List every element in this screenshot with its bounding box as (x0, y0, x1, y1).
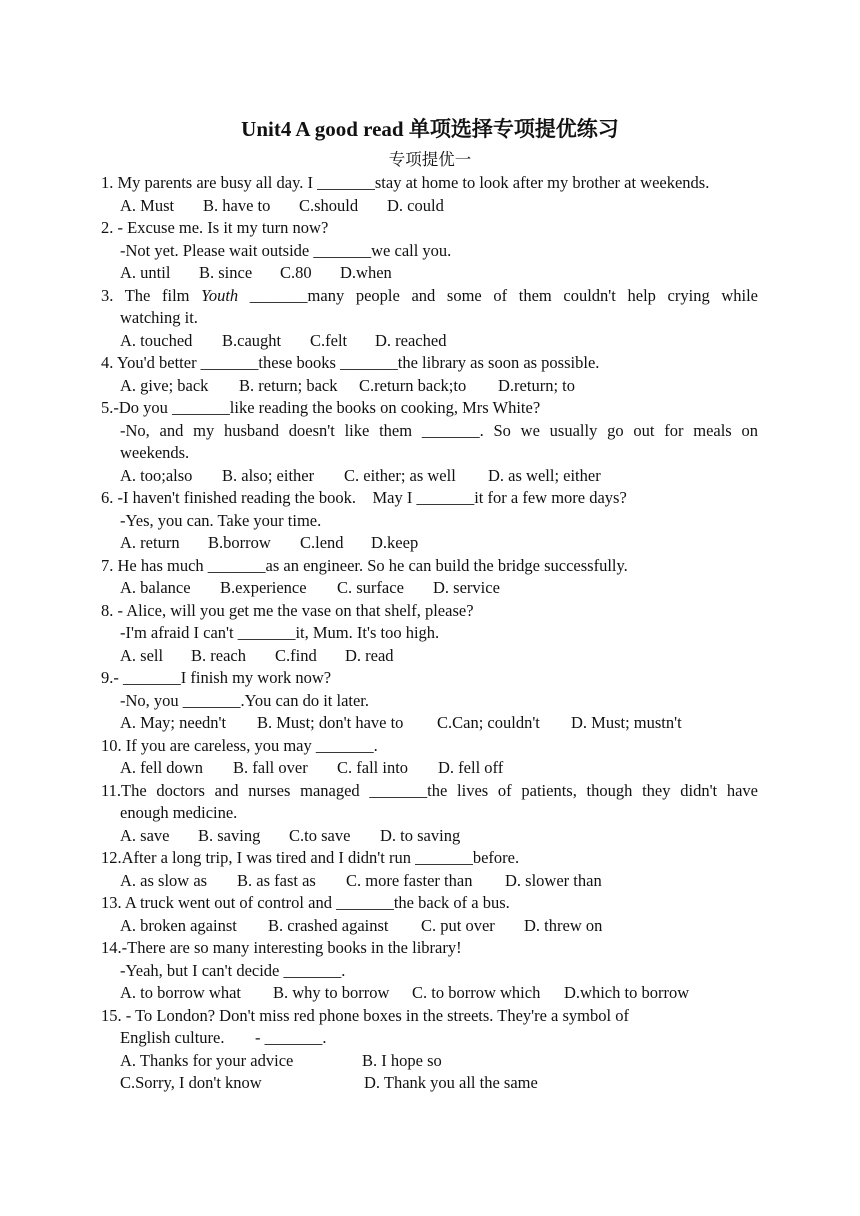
option-d: D. as well; either (488, 465, 601, 485)
option-d: D. Thank you all the same (364, 1073, 538, 1092)
question-14-stem: 14.-There are so many interesting books in the library! (101, 938, 462, 957)
page-title: Unit4 A good read 单项选择专项提优练习 (241, 117, 619, 141)
stem-part: English culture. (120, 1028, 225, 1047)
question-11-options (101, 825, 758, 848)
question-4-options (101, 375, 758, 398)
reply-blank: - _______. (255, 1028, 327, 1047)
option-d: D. fell off (438, 758, 504, 777)
question-11-stem: 11.The doctors and nurses managed _______the lives of patients, though they didn't have (101, 780, 758, 800)
question-14-options (101, 982, 758, 1005)
option-a: A. balance (120, 578, 191, 597)
option-a: A. too;also (120, 465, 193, 485)
question-5-stem: 5.-Do you _______like reading the books on cooking, Mrs White? (101, 398, 541, 417)
option-a: A. May; needn't (120, 713, 227, 732)
option-d: D. read (345, 645, 394, 665)
option-d: D. reached (375, 330, 447, 350)
option-d: D. could (387, 195, 444, 215)
question-9-options (101, 712, 758, 735)
option-a: A. as slow as (120, 870, 208, 890)
option-b: B. have to (203, 195, 271, 215)
question-15-stem-cont (101, 1027, 758, 1050)
question-8-reply: -I'm afraid I can't _______it, Mum. It's too high. (120, 623, 440, 642)
question-3-options (101, 330, 758, 353)
option-c: C. to borrow which (412, 983, 541, 1002)
option-a: A. fell down (120, 758, 203, 777)
option-b: B. why to borrow (273, 983, 390, 1002)
question-15-options-row1 (101, 1050, 758, 1073)
option-c: C.to save (289, 825, 351, 845)
option-b: B. as fast as (237, 870, 316, 890)
option-c: C. surface (337, 578, 404, 597)
option-c: C.lend (300, 533, 344, 552)
question-3-stem (101, 285, 758, 308)
option-b: B.borrow (208, 533, 271, 552)
question-12-stem: 12.After a long trip, I was tired and I didn't run _______before. (101, 848, 520, 867)
option-c: C. either; as well (344, 465, 456, 485)
option-b: B. crashed against (268, 915, 389, 935)
option-b: B. return; back (239, 375, 338, 395)
question-15-options-row2 (101, 1072, 758, 1095)
option-c: C. fall into (337, 758, 409, 777)
question-13-options (101, 915, 758, 938)
option-c: C. put over (421, 915, 495, 935)
question-6-options (101, 532, 758, 555)
question-15-stem: 15. - To London? Don't miss red phone boxes in the streets. They're a symbol of (101, 1005, 629, 1025)
question-list (101, 172, 758, 1095)
option-c: C.Sorry, I don't know (120, 1073, 262, 1092)
stem-part: _______many people and some of them couldn't help crying while (249, 285, 758, 305)
option-d: D. threw on (524, 915, 603, 935)
option-d: D. slower than (505, 870, 602, 890)
option-a: A. return (120, 533, 180, 552)
question-2-reply: -Not yet. Please wait outside _______we call you. (120, 240, 452, 260)
film-title: Youth (201, 285, 239, 305)
option-c: C.return back;to (359, 375, 467, 395)
option-b: B. reach (191, 645, 246, 665)
question-1-stem: 1. My parents are busy all day. I _______stay at home to look after my brother at weekends. (101, 173, 710, 192)
option-b: B.experience (220, 578, 307, 597)
question-13-stem: 13. A truck went out of control and _______the back of a bus. (101, 893, 510, 912)
page-subtitle: 专项提优一 (388, 150, 472, 169)
option-b: B. also; either (222, 465, 315, 485)
option-c: C.Can; couldn't (437, 713, 540, 732)
question-3-stem-cont: watching it. (120, 308, 198, 327)
option-c: C.should (299, 195, 359, 215)
stem-part: 3. The film (101, 285, 190, 305)
question-10-stem: 10. If you are careless, you may _______. (101, 735, 378, 755)
question-4-stem: 4. You'd better _______these books _______the library as soon as possible. (101, 353, 600, 372)
option-c: C.80 (280, 263, 312, 282)
question-6-reply: -Yes, you can. Take your time. (120, 510, 322, 530)
option-b: B. Must; don't have to (257, 713, 404, 732)
option-b: B.caught (222, 330, 282, 350)
option-a: A. until (120, 263, 171, 282)
option-a: A. Thanks for your advice (120, 1050, 294, 1070)
question-12-options (101, 870, 758, 893)
option-a: A. broken against (120, 915, 237, 935)
question-1-options (101, 195, 758, 218)
option-a: A. give; back (120, 375, 209, 395)
option-a: A. save (120, 825, 170, 845)
option-d: D.when (340, 263, 392, 282)
option-a: A. sell (120, 645, 164, 665)
option-a: A. to borrow what (120, 983, 241, 1002)
question-7-options (101, 577, 758, 600)
option-c: C.find (275, 645, 317, 665)
question-5-reply: -No, and my husband doesn't like them _______. So we usually go out for meals on (120, 420, 758, 440)
option-d: D. to saving (380, 825, 461, 845)
option-d: D.keep (371, 533, 419, 552)
option-a: A. touched (120, 330, 193, 350)
option-b: B. saving (198, 825, 261, 845)
question-5-reply-cont: weekends. (120, 443, 190, 462)
question-2-options (101, 262, 758, 285)
question-9-reply: -No, you _______.You can do it later. (120, 690, 370, 710)
question-9-stem: 9.- _______I finish my work now? (101, 668, 332, 687)
option-d: D. Must; mustn't (571, 713, 682, 732)
question-7-stem: 7. He has much _______as an engineer. So he can build the bridge successfully. (101, 555, 628, 575)
question-2-stem: 2. - Excuse me. Is it my turn now? (101, 218, 329, 237)
question-5-options (101, 465, 758, 488)
option-a: A. Must (120, 195, 175, 215)
option-c: C. more faster than (346, 870, 473, 890)
option-b: B. I hope so (362, 1050, 442, 1070)
question-8-stem: 8. - Alice, will you get me the vase on that shelf, please? (101, 600, 474, 620)
question-8-options (101, 645, 758, 668)
option-d: D.which to borrow (564, 983, 690, 1002)
question-10-options (101, 757, 758, 780)
question-6-stem: 6. -I haven't finished reading the book. May I _______it for a few more days? (101, 488, 627, 507)
option-b: B. fall over (233, 758, 308, 777)
option-d: D. service (433, 578, 500, 597)
option-d: D.return; to (498, 375, 575, 395)
question-14-reply: -Yeah, but I can't decide _______. (120, 960, 346, 980)
option-c: C.felt (310, 330, 348, 350)
option-b: B. since (199, 263, 253, 282)
question-11-stem-cont: enough medicine. (120, 803, 238, 822)
